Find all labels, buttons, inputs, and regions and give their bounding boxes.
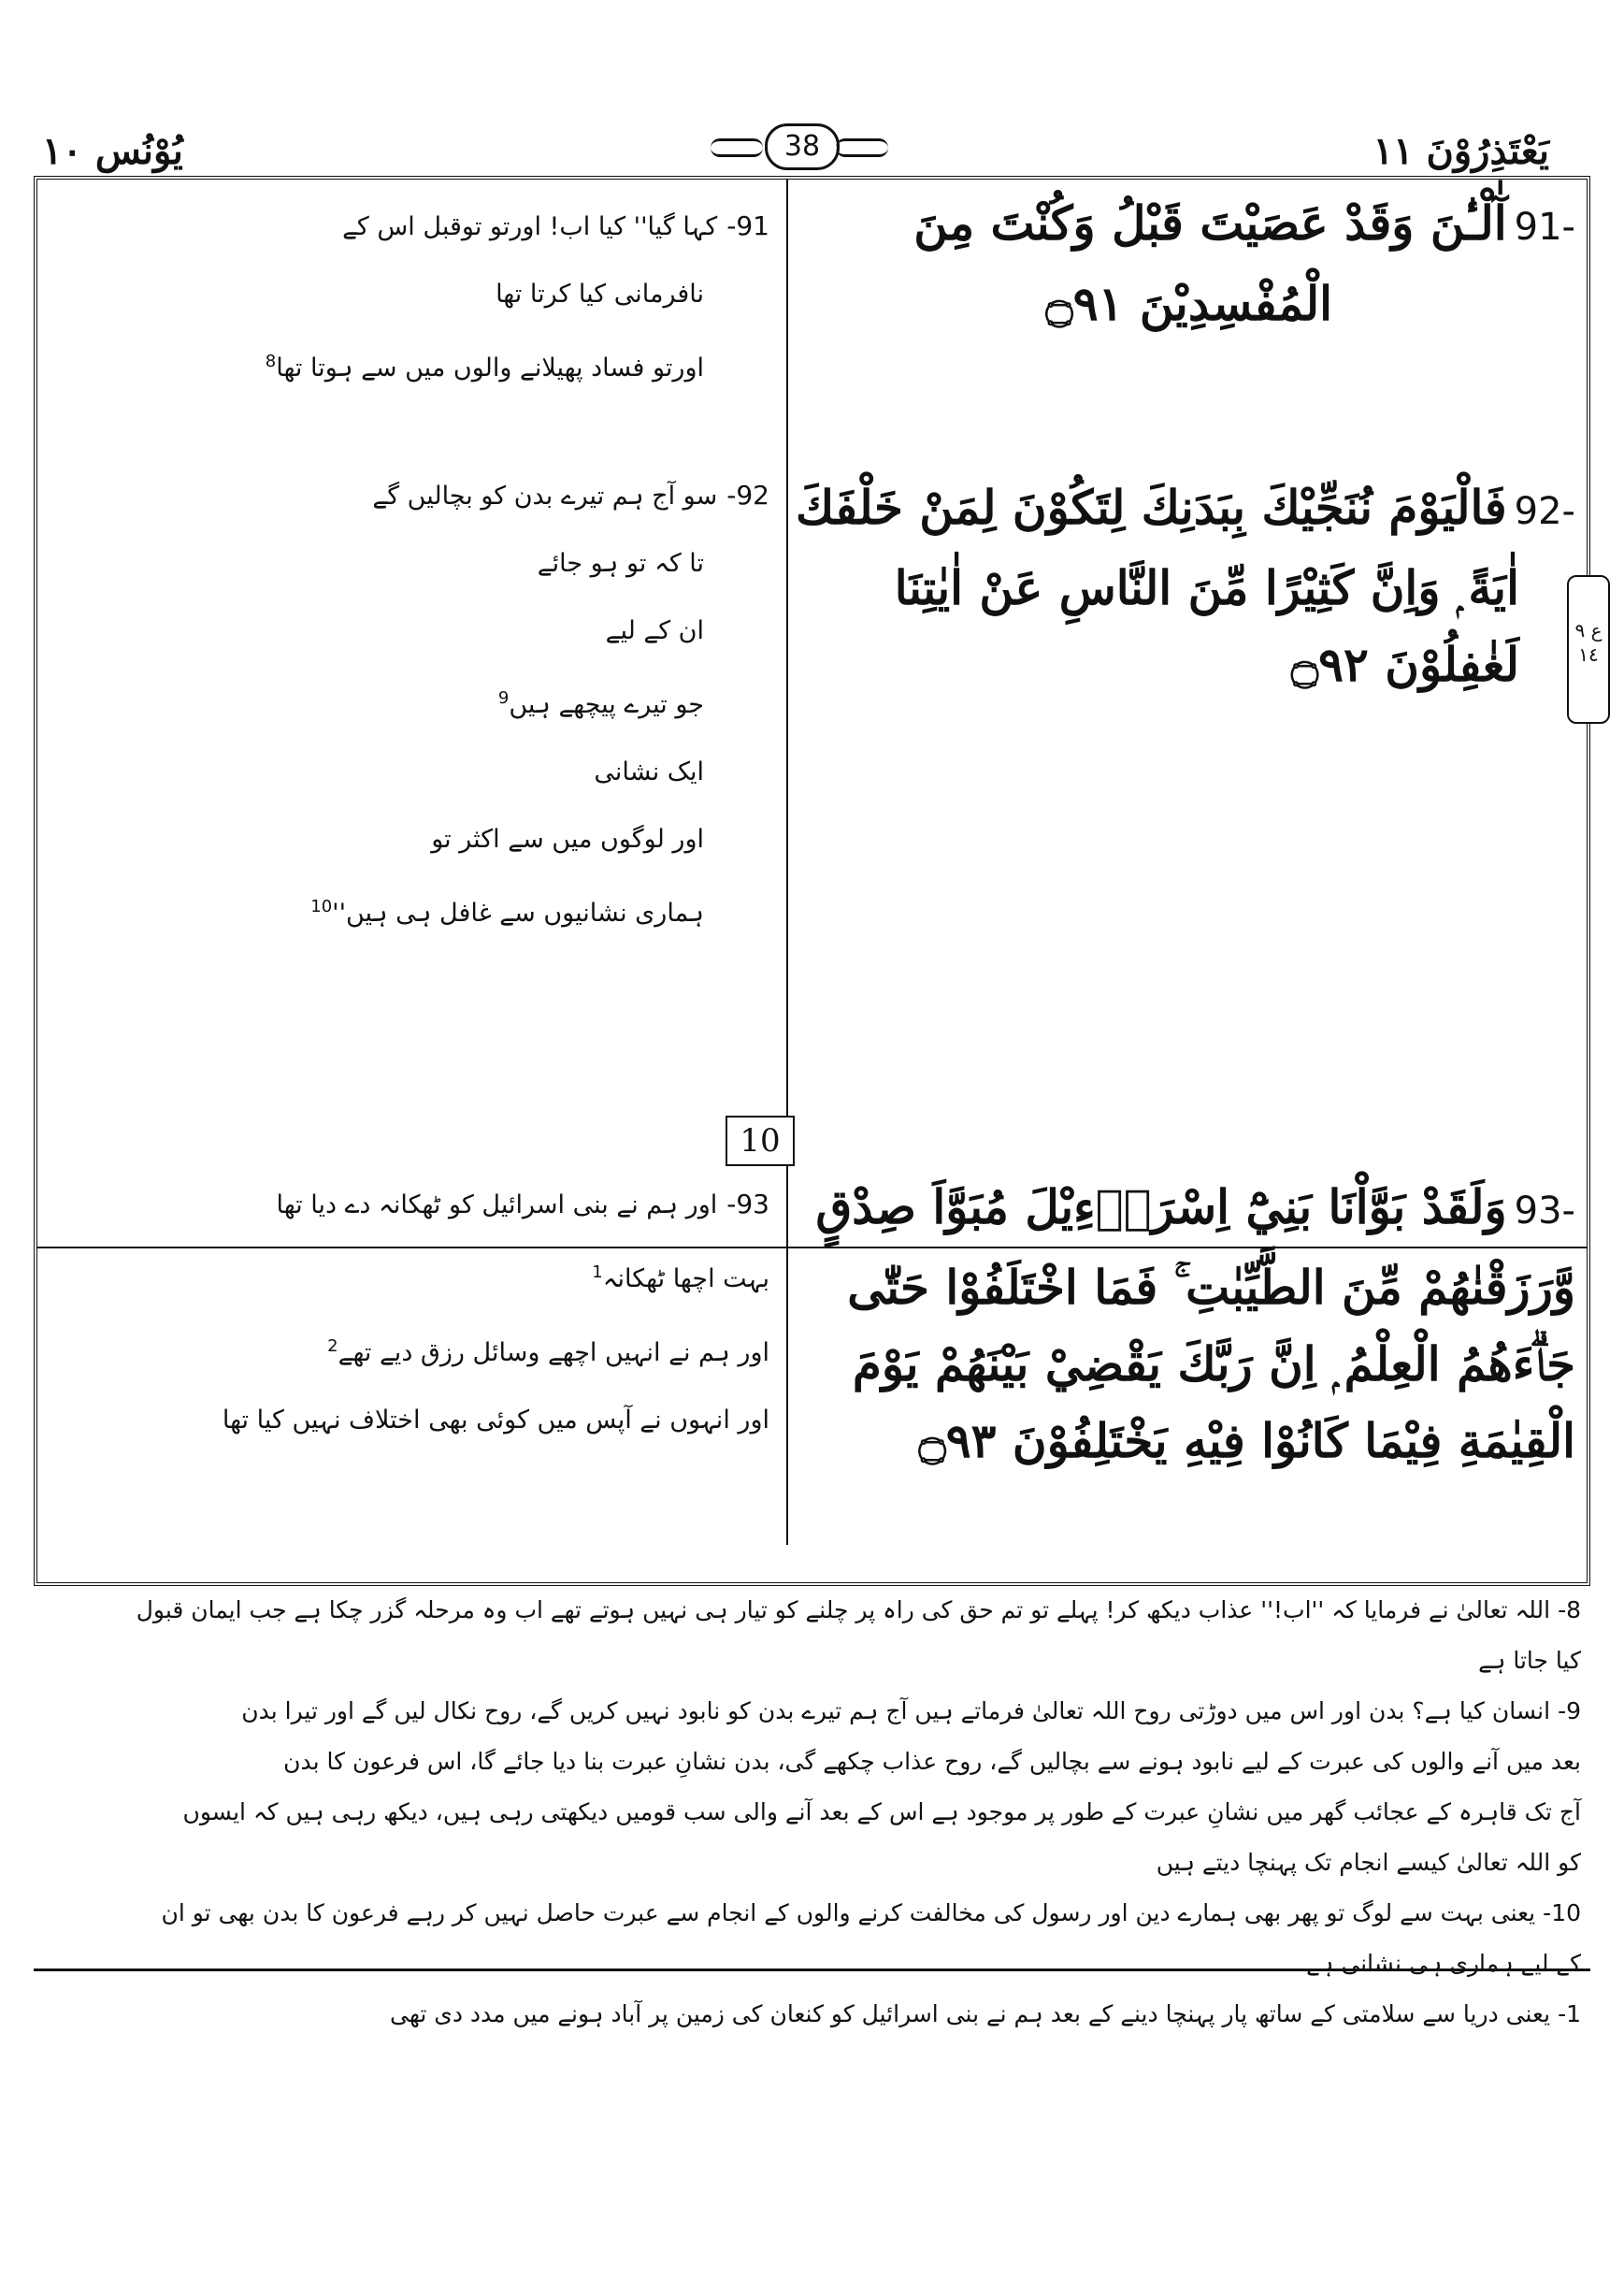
urdu-verse-number: 92- <box>726 480 769 511</box>
urdu-line: جو تیرے پیچھے ہیں <box>509 690 704 719</box>
footnote-number: 8- <box>1558 1596 1581 1623</box>
arabic-line: فَالْيَوْمَ نُنَجِّيْكَ بِبَدَنِكَ لِتَكُوْنَ لِمَنْ خَلْفَكَ <box>795 480 1507 535</box>
urdu-line: تا کہ تو ہو جائے <box>537 549 704 578</box>
urdu-verse-93 <box>59 1171 769 1454</box>
page-number: 38 <box>765 123 840 170</box>
footnote-number: 10- <box>1543 1899 1581 1926</box>
footnote-line: کو اللہ تعالیٰ کیسے انجام تک پہنچا دیتے ہیں <box>1156 1849 1581 1876</box>
footnote-9 <box>34 1686 1590 1888</box>
arabic-line: اٰيَةً ۭ وَاِنَّ كَثِيْرًا مِّنَ النَّاسِ عَنْ اٰيٰتِنَا <box>894 560 1519 615</box>
footnote-line: کیا جاتا ہے <box>1478 1647 1581 1674</box>
urdu-line: کہا گیا'' کیا اب! اورتو توقبل اس کے <box>342 212 718 241</box>
verse-number: 91- <box>1514 206 1575 249</box>
verse-number: 92- <box>1514 490 1575 533</box>
urdu-line: ایک نشانی <box>594 757 704 786</box>
right-ornament-icon <box>836 138 888 157</box>
urdu-line: اور ہم نے انہیں اچھے وسائل رزق دیے تھے <box>338 1338 769 1367</box>
footnote-ref: 1 <box>592 1262 603 1282</box>
left-ornament-icon <box>711 138 763 157</box>
footnote-line: آج تک قاہرہ کے عجائب گھر میں نشانِ عبرت کے طور پر موجود ہے اس کے بعد آنے والی سب قومیں دیکھتی رہی ہیں، دیکھ رہی ہیں کہ ایسوں <box>182 1798 1581 1825</box>
verses-table <box>37 180 1587 1248</box>
arabic-verse-91 <box>846 185 1575 342</box>
urdu-line: ہماری نشانیوں سے غافل ہی ہیں'' <box>332 899 704 928</box>
footnote-10 <box>34 1888 1590 1989</box>
footnote-line: انسان کیا ہے؟ بدن اور اس میں دوڑتی روح اللہ تعالیٰ فرماتے ہیں آج ہم تیرے بدن کو نابود نہیں کریں گے، روح نکال لیں گے اور تیرا بدن <box>241 1697 1551 1724</box>
column-divider-lower <box>786 1161 788 1545</box>
urdu-line: ان کے لیے <box>605 616 704 645</box>
urdu-line: اور لوگوں میں سے اکثر تو <box>431 825 704 854</box>
footnotes <box>34 1585 1590 2040</box>
urdu-line: نافرمانی کیا کرتا تھا <box>496 280 704 309</box>
footnote-line: اللہ تعالیٰ نے فرمایا کہ ''اب!'' عذاب دیکھ کر! پہلے تو تم حق کی راہ پر چلنے کو تیار ہی نہیں ہوتے تھے اب وہ مرحلہ گزر چکا ہے جب ایمان قبول <box>136 1596 1551 1623</box>
ruku-marker-text: ع ٩ ١٤ <box>1574 619 1602 666</box>
urdu-verse-number: 93- <box>726 1189 769 1219</box>
footnote-ref: 8 <box>265 352 277 371</box>
footnote-ref: 2 <box>327 1336 338 1356</box>
arabic-line: آٰلْـٰٔنَ وَقَدْ عَصَيْتَ قَبْلُ وَكُنْتَ مِنَ <box>913 195 1507 251</box>
arabic-line: الْمُفْسِدِيْنَ ۝٩١ <box>1045 276 1332 331</box>
column-divider <box>786 180 788 1247</box>
juz-title: يَعْتَذِرُوْنَ ١١ <box>1372 129 1549 173</box>
page-number-ornament <box>711 120 888 172</box>
verses-frame <box>34 176 1590 1586</box>
urdu-verse-number: 91- <box>726 210 769 241</box>
arabic-line: لَغٰفِلُوْنَ ۝٩٢ <box>1290 637 1519 692</box>
footnote-1 <box>34 1989 1590 2040</box>
arabic-line: جَاۗءَھُمُ الْعِلْمُ ۭ اِنَّ رَبَّكَ يَقْضِيْ بَيْنَھُمْ يَوْمَ <box>852 1336 1575 1392</box>
footnote-number: 9- <box>1558 1697 1581 1724</box>
ruku-number-box: 10 <box>726 1116 795 1166</box>
ruku-marker-icon <box>1567 575 1610 724</box>
footnote-8 <box>34 1585 1590 1686</box>
urdu-line: اورتو فساد پھیلانے والوں میں سے ہوتا تھا <box>276 353 704 382</box>
footnote-ref: 9 <box>497 688 510 708</box>
arabic-verse-92 <box>795 469 1575 703</box>
urdu-verse-91 <box>59 193 769 402</box>
arabic-line: وَلَقَدْ بَوَّاْنَا بَنِيْٓ اِسْرَاۗءِيْلَ مُبَوَّاَ صِدْقٍ <box>815 1179 1507 1234</box>
urdu-line: بہت اچھا ٹھکانہ <box>602 1264 769 1293</box>
urdu-line: سو آج ہم تیرے بدن کو بچالیں گے <box>372 482 718 511</box>
footnote-ref: 10 <box>310 897 333 916</box>
urdu-line: اور ہم نے بنی اسرائیل کو ٹھکانہ دے دیا تھا <box>276 1190 718 1219</box>
footnote-line: بعد میں آنے والوں کی عبرت کے لیے نابود ہونے سے بچالیں گے، روح عذاب چکھے گی، بدن نشانِ عبرت بنا دیا جائے گا، اس فرعون کا بدن <box>283 1748 1581 1775</box>
bottom-rule <box>34 1969 1590 1971</box>
footnote-line: کے لیے ہماری ہی نشانی ہے <box>1306 1950 1581 1977</box>
urdu-line: اور انہوں نے آپس میں کوئی بھی اختلاف نہیں کیا تھا <box>222 1406 769 1435</box>
arabic-line: الْقِيٰمَةِ فِيْمَا كَانُوْا فِيْهِ يَخْتَلِفُوْنَ ۝٩٣ <box>918 1413 1575 1468</box>
surah-title: يُوْنُس ١٠ <box>42 129 183 173</box>
footnote-line: یعنی دریا سے سلامتی کے ساتھ پار پہنچا دینے کے بعد ہم نے بنی اسرائیل کو کنعان کی زمین پر آباد ہونے میں مدد دی تھی <box>389 2000 1551 2027</box>
urdu-verse-92 <box>59 462 769 947</box>
verse-number: 93- <box>1514 1190 1575 1233</box>
footnote-line: یعنی بہت سے لوگ تو پھر بھی ہمارے دین اور رسول کی مخالفت کرنے والوں کے انجام سے عبرت حاصل نہیں کر رہے فرعون کا بدن بھی تو ان <box>161 1899 1536 1926</box>
arabic-verse-93 <box>815 1169 1575 1479</box>
footnote-number: 1- <box>1558 2000 1581 2027</box>
arabic-line: وَّرَزَقْنٰھُمْ مِّنَ الطَّيِّبٰتِ ۚ فَمَا اخْتَلَفُوْا حَتّٰى <box>847 1260 1575 1315</box>
